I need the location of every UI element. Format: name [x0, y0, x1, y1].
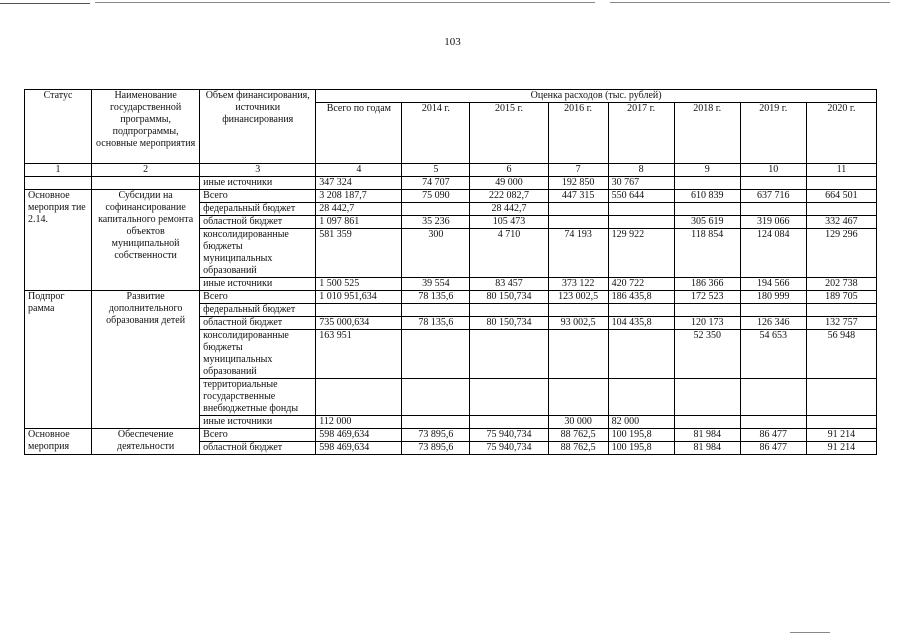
cell-year-value: 189 705	[806, 291, 876, 304]
cell-year-value	[470, 304, 548, 317]
cell-year-value: 100 195,8	[608, 442, 674, 455]
header-year: 2017 г.	[608, 103, 674, 164]
cell-year-value	[740, 177, 806, 190]
cell-total: 735 000,634	[316, 317, 402, 330]
cell-year-value: 86 477	[740, 442, 806, 455]
cell-total: 598 469,634	[316, 429, 402, 442]
column-index: 8	[608, 164, 674, 177]
column-index: 7	[548, 164, 608, 177]
header-year: 2018 г.	[674, 103, 740, 164]
cell-year-value: 180 999	[740, 291, 806, 304]
cell-total: 1 500 525	[316, 278, 402, 291]
cell-year-value	[608, 379, 674, 416]
cell-year-value: 73 895,6	[402, 442, 470, 455]
cell-year-value: 4 710	[470, 229, 548, 278]
cell-year-value	[674, 177, 740, 190]
cell-year-value	[402, 304, 470, 317]
cell-year-value: 74 193	[548, 229, 608, 278]
cell-year-value: 192 850	[548, 177, 608, 190]
table-row	[25, 291, 877, 304]
cell-year-value: 54 653	[740, 330, 806, 379]
cell-year-value	[608, 330, 674, 379]
funding-source: Всего	[200, 190, 316, 203]
cell-year-value: 81 984	[674, 442, 740, 455]
funding-source: областной бюджет	[200, 442, 316, 455]
cell-year-value	[548, 304, 608, 317]
cell-year-value: 186 366	[674, 278, 740, 291]
budget-table	[24, 89, 877, 455]
cell-year-value	[740, 379, 806, 416]
cell-year-value	[740, 203, 806, 216]
cell-year-value	[608, 216, 674, 229]
cell-year-value	[402, 379, 470, 416]
cell-year-value	[402, 203, 470, 216]
funding-source: федеральный бюджет	[200, 304, 316, 317]
cell-year-value: 124 084	[740, 229, 806, 278]
cell-year-value	[674, 416, 740, 429]
cell-year-value: 91 214	[806, 442, 876, 455]
column-index: 4	[316, 164, 402, 177]
cell-year-value: 83 457	[470, 278, 548, 291]
cell-year-value: 82 000	[608, 416, 674, 429]
cell-year-value	[674, 379, 740, 416]
row-status: Основное мероприя	[25, 429, 92, 455]
table-row	[25, 429, 877, 442]
header-total: Всего по годам	[316, 103, 402, 164]
funding-source: Всего	[200, 429, 316, 442]
cell-year-value: 49 000	[470, 177, 548, 190]
cell-total	[316, 304, 402, 317]
column-index: 10	[740, 164, 806, 177]
row-status	[25, 177, 92, 190]
cell-year-value: 637 716	[740, 190, 806, 203]
cell-year-value: 105 473	[470, 216, 548, 229]
header-estimate: Оценка расходов (тыс. рублей)	[316, 90, 877, 103]
cell-year-value: 118 854	[674, 229, 740, 278]
cell-year-value: 202 738	[806, 278, 876, 291]
column-index: 9	[674, 164, 740, 177]
cell-year-value: 104 435,8	[608, 317, 674, 330]
header-status: Статус	[25, 90, 92, 164]
cell-year-value	[470, 379, 548, 416]
funding-source: консолидированные бюджеты муниципальных образований	[200, 330, 316, 379]
column-index: 5	[402, 164, 470, 177]
funding-source: федеральный бюджет	[200, 203, 316, 216]
column-index: 3	[200, 164, 316, 177]
funding-source: территориальные государственные внебюджетные фонды	[200, 379, 316, 416]
cell-year-value	[548, 379, 608, 416]
row-name: Обеспечение деятельности	[92, 429, 200, 455]
cell-year-value: 28 442,7	[470, 203, 548, 216]
cell-year-value: 75 940,734	[470, 429, 548, 442]
cell-year-value	[740, 416, 806, 429]
table-row	[25, 177, 877, 190]
cell-year-value: 78 135,6	[402, 291, 470, 304]
cell-year-value	[674, 203, 740, 216]
cell-year-value: 194 566	[740, 278, 806, 291]
cell-year-value	[470, 330, 548, 379]
cell-year-value: 129 296	[806, 229, 876, 278]
cell-total: 163 951	[316, 330, 402, 379]
cell-year-value: 75 940,734	[470, 442, 548, 455]
cell-year-value: 88 762,5	[548, 442, 608, 455]
cell-total: 581 359	[316, 229, 402, 278]
cell-year-value: 91 214	[806, 429, 876, 442]
funding-source: иные источники	[200, 416, 316, 429]
cell-total: 1 097 861	[316, 216, 402, 229]
cell-year-value: 30 000	[548, 416, 608, 429]
cell-year-value: 86 477	[740, 429, 806, 442]
table-row	[25, 190, 877, 203]
cell-year-value	[674, 304, 740, 317]
cell-year-value	[548, 203, 608, 216]
top-rule	[0, 3, 90, 4]
cell-year-value: 373 122	[548, 278, 608, 291]
column-index: 11	[806, 164, 876, 177]
cell-year-value: 73 895,6	[402, 429, 470, 442]
cell-total	[316, 379, 402, 416]
cell-total: 28 442,7	[316, 203, 402, 216]
column-index: 1	[25, 164, 92, 177]
cell-year-value	[806, 379, 876, 416]
cell-year-value: 447 315	[548, 190, 608, 203]
header-name: Наименование государственной программы, подпрограммы, основные мероприятия	[92, 90, 200, 164]
cell-year-value: 100 195,8	[608, 429, 674, 442]
header-year: 2020 г.	[806, 103, 876, 164]
row-status: Подпрог рамма	[25, 291, 92, 429]
cell-year-value	[470, 416, 548, 429]
row-name	[92, 177, 200, 190]
cell-year-value: 420 722	[608, 278, 674, 291]
column-index-row	[25, 164, 877, 177]
cell-year-value: 172 523	[674, 291, 740, 304]
cell-year-value: 74 707	[402, 177, 470, 190]
cell-year-value: 39 554	[402, 278, 470, 291]
cell-year-value	[806, 177, 876, 190]
cell-year-value: 35 236	[402, 216, 470, 229]
header-year: 2014 г.	[402, 103, 470, 164]
cell-year-value: 319 066	[740, 216, 806, 229]
column-index: 6	[470, 164, 548, 177]
cell-year-value: 300	[402, 229, 470, 278]
cell-year-value: 664 501	[806, 190, 876, 203]
cell-year-value	[740, 304, 806, 317]
top-rule	[610, 2, 890, 3]
row-name: Субсидии на софинансирование капитального ремонта объектов муниципальной собственности	[92, 190, 200, 291]
header-year: 2016 г.	[548, 103, 608, 164]
cell-year-value	[608, 304, 674, 317]
cell-year-value	[806, 416, 876, 429]
row-name: Развитие дополнительного образования детей	[92, 291, 200, 429]
cell-total: 347 324	[316, 177, 402, 190]
cell-year-value: 186 435,8	[608, 291, 674, 304]
cell-year-value: 610 839	[674, 190, 740, 203]
bottom-rule	[790, 632, 830, 633]
cell-year-value	[608, 203, 674, 216]
cell-year-value	[806, 304, 876, 317]
cell-year-value: 78 135,6	[402, 317, 470, 330]
cell-year-value: 129 922	[608, 229, 674, 278]
cell-year-value: 80 150,734	[470, 291, 548, 304]
cell-year-value: 332 467	[806, 216, 876, 229]
header-row	[25, 90, 877, 103]
cell-year-value	[402, 416, 470, 429]
cell-year-value: 52 350	[674, 330, 740, 379]
cell-year-value	[806, 203, 876, 216]
cell-year-value: 120 173	[674, 317, 740, 330]
cell-year-value: 132 757	[806, 317, 876, 330]
cell-year-value	[548, 330, 608, 379]
funding-source: областной бюджет	[200, 317, 316, 330]
cell-year-value: 126 346	[740, 317, 806, 330]
header-year: 2015 г.	[470, 103, 548, 164]
column-index: 2	[92, 164, 200, 177]
cell-total: 112 000	[316, 416, 402, 429]
cell-year-value: 88 762,5	[548, 429, 608, 442]
cell-year-value: 123 002,5	[548, 291, 608, 304]
cell-year-value	[548, 216, 608, 229]
cell-year-value: 56 948	[806, 330, 876, 379]
funding-source: иные источники	[200, 278, 316, 291]
cell-year-value: 81 984	[674, 429, 740, 442]
cell-year-value: 75 090	[402, 190, 470, 203]
page-number: 103	[444, 36, 461, 48]
cell-year-value: 30 767	[608, 177, 674, 190]
cell-year-value: 222 082,7	[470, 190, 548, 203]
funding-source: иные источники	[200, 177, 316, 190]
cell-year-value: 550 644	[608, 190, 674, 203]
cell-total: 598 469,634	[316, 442, 402, 455]
header-year: 2019 г.	[740, 103, 806, 164]
funding-source: областной бюджет	[200, 216, 316, 229]
funding-source: консолидированные бюджеты муниципальных образований	[200, 229, 316, 278]
top-rule	[95, 2, 595, 3]
row-status: Основное мероприя тие 2.14.	[25, 190, 92, 291]
cell-year-value: 80 150,734	[470, 317, 548, 330]
funding-source: Всего	[200, 291, 316, 304]
header-volume: Объем финансирования, источники финансирования	[200, 90, 316, 164]
cell-year-value: 305 619	[674, 216, 740, 229]
cell-year-value: 93 002,5	[548, 317, 608, 330]
cell-total: 1 010 951,634	[316, 291, 402, 304]
cell-year-value	[402, 330, 470, 379]
cell-total: 3 208 187,7	[316, 190, 402, 203]
